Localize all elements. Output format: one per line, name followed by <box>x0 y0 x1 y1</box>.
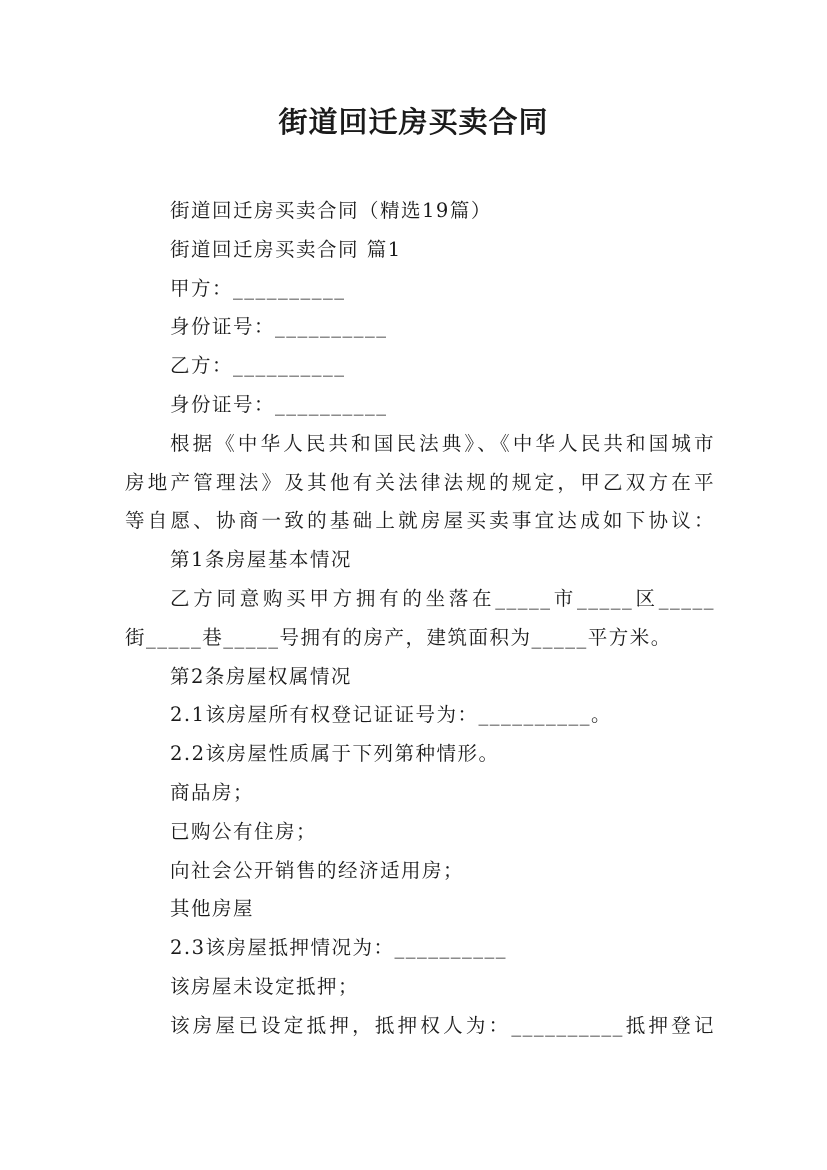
paragraph-line: 等自愿、协商一致的基础上就房屋买卖事宜达成如下协议： <box>125 509 715 533</box>
option-line: 该房屋未设定抵押； <box>170 974 360 998</box>
clause-line: 2.2该房屋性质属于下列第种情形。 <box>170 742 500 766</box>
paragraph-line: 根据《中华人民共和国民法典》、《中华人民共和国城市 <box>170 431 715 455</box>
clause-line: 2.1该房屋所有权登记证证号为：__________。 <box>170 703 613 727</box>
section-heading: 街道回迁房买卖合同 篇1 <box>170 237 402 261</box>
option-line: 已购公有住房； <box>170 819 318 843</box>
option-line: 其他房屋 <box>170 897 255 921</box>
clause-line: 2.3该房屋抵押情况为：__________ <box>170 936 508 960</box>
document-body <box>125 192 715 1046</box>
subtitle-line: 街道回迁房买卖合同（精选19篇） <box>170 199 492 222</box>
party-a-line: 甲方：__________ <box>170 276 346 300</box>
option-line: 向社会公开销售的经济适用房； <box>170 858 465 882</box>
option-line: 商品房； <box>170 780 255 804</box>
document-title: 街道回迁房买卖合同 <box>278 105 549 139</box>
option-line: 该房屋已设定抵押，抵押权人为：__________抵押登记 <box>170 1013 715 1037</box>
party-b-id-line: 身份证号：__________ <box>170 392 388 416</box>
paragraph-line: 乙方同意购买甲方拥有的坐落在_____市_____区_____ <box>170 586 715 610</box>
article-heading: 第2条房屋权属情况 <box>170 664 352 688</box>
article-heading: 第1条房屋基本情况 <box>170 548 352 572</box>
party-a-id-line: 身份证号：__________ <box>170 315 388 339</box>
paragraph-line: 房地产管理法》及其他有关法律法规的规定，甲乙双方在平 <box>125 470 715 494</box>
party-b-line: 乙方：__________ <box>170 354 346 378</box>
paragraph-line: 街_____巷_____号拥有的房产，建筑面积为_____平方米。 <box>125 625 672 649</box>
